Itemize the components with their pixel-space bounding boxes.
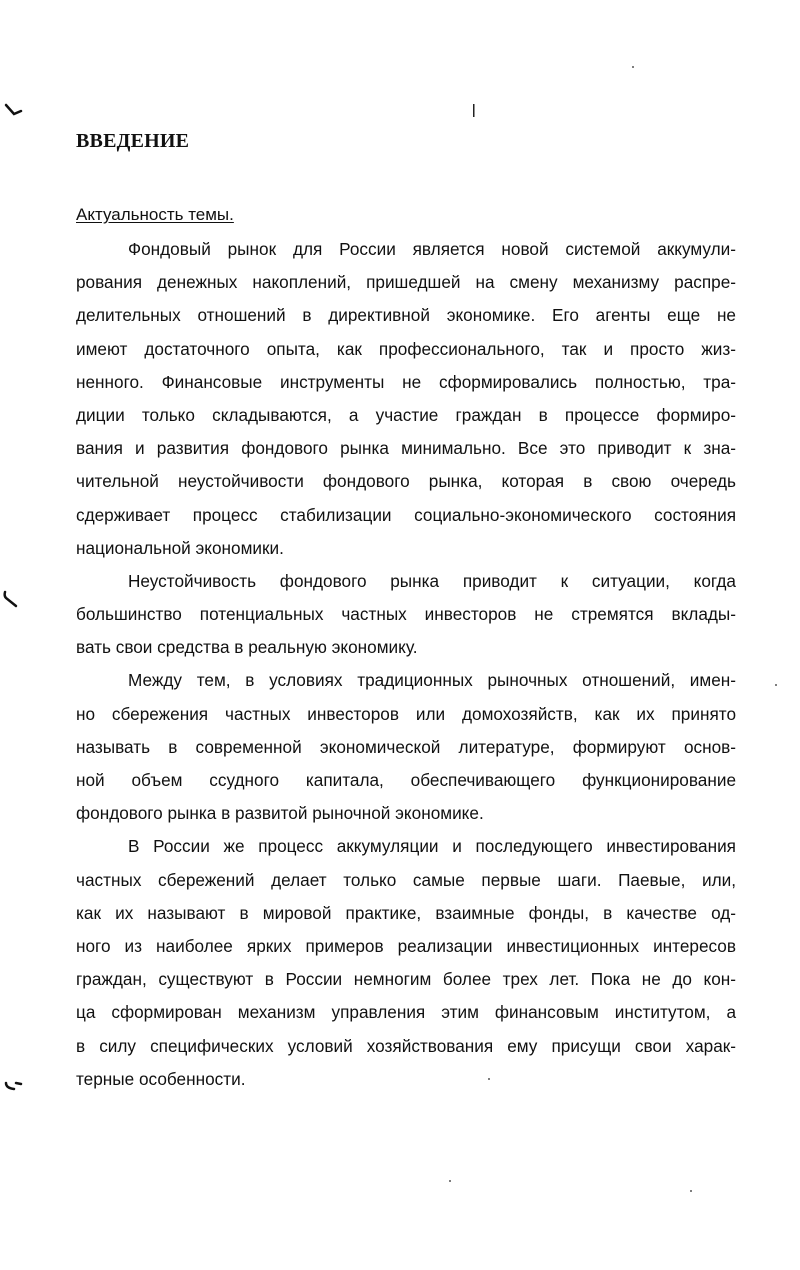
paragraph-3	[76, 664, 736, 830]
scan-artifact-mark	[2, 590, 22, 612]
body-text	[76, 233, 736, 1096]
text-line: ца сформирован механизм управления этим финансовым институтом, а	[76, 1002, 736, 1023]
scan-artifact-mark	[4, 100, 24, 120]
text-line: имеют достаточного опыта, как профессионального, так и просто жиз-	[76, 338, 736, 359]
scan-speck	[775, 684, 777, 686]
page-title: ВВЕДЕНИЕ	[76, 130, 190, 152]
text-line: вать свои средства в реальную экономику.	[76, 637, 418, 658]
text-line: терные особенности.	[76, 1068, 246, 1089]
text-line: диции только складываются, а участие граждан в процессе формиро-	[76, 404, 736, 425]
text-line: ненного. Финансовые инструменты не сформировались полностью, тра-	[76, 371, 736, 392]
text-line: называть в современной экономической литературе, формируют основ-	[76, 736, 736, 757]
scan-artifact-tick	[472, 104, 476, 118]
text-line: ного из наиболее ярких примеров реализации инвестиционных интересов	[76, 935, 736, 956]
text-line: но сбережения частных инвесторов или домохозяйств, как их принято	[76, 703, 736, 724]
text-line: граждан, существуют в России немногим более трех лет. Пока не до кон-	[76, 969, 736, 990]
section-heading: Актуальность темы.	[76, 205, 234, 224]
scan-artifact-mark	[4, 1080, 24, 1096]
text-line: большинство потенциальных частных инвесторов не стремятся вклады-	[76, 604, 736, 625]
paragraph-2	[76, 565, 736, 665]
text-line: делительных отношений в директивной экономике. Его агенты еще не	[76, 305, 736, 326]
paragraph-4	[76, 830, 736, 1096]
scan-speck	[632, 66, 634, 68]
text-line: фондового рынка в развитой рыночной экономике.	[76, 803, 484, 824]
text-line: в силу специфических условий хозяйствования ему присущи свои харак-	[76, 1035, 736, 1056]
text-line: чительной неустойчивости фондового рынка, которая в свою очередь	[76, 471, 736, 492]
scan-speck	[449, 1180, 451, 1182]
text-line: как их называют в мировой практике, взаимные фонды, в качестве од-	[76, 902, 736, 923]
paragraph-1	[76, 233, 736, 565]
text-line: вания и развития фондового рынка минимально. Все это приводит к зна-	[76, 438, 736, 459]
text-line: Неустойчивость фондового рынка приводит к ситуации, когда	[128, 570, 736, 591]
text-line: национальной экономики.	[76, 537, 284, 558]
text-line: сдерживает процесс стабилизации социально-экономического состояния	[76, 504, 736, 525]
text-line: ной объем ссудного капитала, обеспечивающего функционирование	[76, 770, 736, 790]
scan-speck	[690, 1190, 692, 1192]
text-line: рования денежных накоплений, пришедшей на смену механизму распре-	[76, 272, 736, 293]
text-line: частных сбережений делает только самые первые шаги. Паевые, или,	[76, 869, 736, 890]
text-line: Фондовый рынок для России является новой системой аккумули-	[128, 239, 736, 259]
text-line: В России же процесс аккумуляции и последующего инвестирования	[128, 836, 736, 857]
text-line: Между тем, в условиях традиционных рыночных отношений, имен-	[128, 670, 736, 691]
